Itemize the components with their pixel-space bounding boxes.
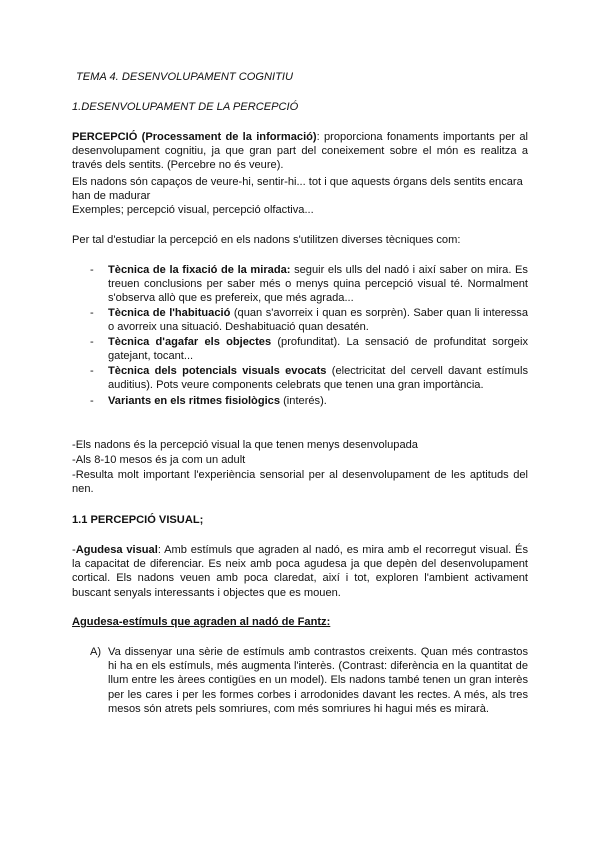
techniques-intro: Per tal d'estudiar la percepció en els nadons s'utilitzen diverses tècniques com: xyxy=(72,234,461,246)
acuity-paragraph xyxy=(72,543,528,600)
bullet-dash: - xyxy=(90,264,94,276)
technique-text: seguir els ulls del nadó i així saber on mira. Es treuen conclusions per saber més o menys quina percepció visual té. Normalment s'observa allò que es prefereix, que més agrada... xyxy=(108,264,528,305)
section-heading-1: 1.DESENVOLUPAMENT DE LA PERCEPCIÓ xyxy=(72,101,299,113)
technique-name: Variants en els ritmes fisiològics xyxy=(108,395,281,407)
acuity-term: Agudesa visual xyxy=(75,544,158,556)
acuity-lead: - xyxy=(72,544,76,556)
bullet-dash: - xyxy=(90,336,94,348)
section-heading-1-1: 1.1 PERCEPCIÓ VISUAL; xyxy=(72,514,204,526)
note-line: -Els nadons és la percepció visual la que tenen menys desenvolupada xyxy=(72,439,418,451)
list-marker: A) xyxy=(90,646,102,658)
technique-item xyxy=(108,335,528,363)
fantz-item-text: Va dissenyar una sèrie de estímuls amb contrastos creixents. Quan més contrastos hi ha en els estímuls, més augmenta l'interès. (Contrast: diferència en la quantitat de llum entre les àrees contigües en un model). Els nadons també tenen un gran interès per les cares i per les formes corbes i arrodonides davant les rectes. A més, als tres mesos són atrets pels somriures, com més somriures hi hagui més es mirarà. xyxy=(108,646,528,715)
technique-name: Tècnica dels potencials visuals evocats xyxy=(108,365,327,377)
technique-text: (interés). xyxy=(280,395,327,407)
technique-text: (quan s'avorreix i quan es sorprèn). Saber quan li interessa o avorreix una situació. Deshabituació quan desatén. xyxy=(108,307,529,334)
bullet-dash: - xyxy=(90,307,94,319)
note-line: -Als 8-10 mesos és ja com un adult xyxy=(72,454,246,466)
technique-item xyxy=(108,364,528,392)
technique-item xyxy=(108,263,528,306)
acuity-text: : Amb estímuls que agraden al nadó, es mira amb el recorregut visual. És la capacitat de diferenciar. Es neix amb poca agudesa ja que depèn del desenvolupament cortical. Els nadons veuen amb poca claredat, així i tot, exploren l'ambient activament buscant senyals interessants i objectes que es mouen. xyxy=(72,544,528,599)
technique-text: (electricitat del cervell davant estímuls auditius). Pots veure components celebrats que tenen una gran importància. xyxy=(108,365,528,392)
technique-name: Tècnica d'agafar els objectes xyxy=(108,336,272,348)
technique-text: (profunditat). La sensació de profunditat sorgeix gatejant, tocant... xyxy=(108,336,528,363)
perception-paragraph xyxy=(72,130,528,173)
fantz-heading: Agudesa-estímuls que agraden al nadó de Fantz: xyxy=(72,616,331,628)
technique-item xyxy=(108,306,528,334)
perception-definition: : proporciona fonaments importants per al desenvolupament cognitiu, ja que gran part del coneixement sobre el món es realitza a través dels sentits. (Percebre no és veure). xyxy=(72,131,528,172)
bullet-dash: - xyxy=(90,365,94,377)
perception-examples: Exemples; percepció visual, percepció olfactiva... xyxy=(72,204,314,216)
note-line: -Resulta molt important l'experiència sensorial per al desenvolupament de les aptituds del nen. xyxy=(72,469,528,496)
bullet-dash: - xyxy=(90,395,94,407)
perception-term: PERCEPCIÓ (Processament de la informació) xyxy=(72,131,317,143)
technique-name: Tècnica de l'habituació xyxy=(108,307,231,319)
technique-name: Tècnica de la fixació de la mirada: xyxy=(108,264,291,276)
technique-item xyxy=(108,394,528,408)
document-title: TEMA 4. DESENVOLUPAMENT COGNITIU xyxy=(76,71,293,83)
perception-line-2: Els nadons són capaços de veure-hi, sentir-hi... tot i que aquests órgans dels sentits encara han de madurar xyxy=(72,176,523,203)
